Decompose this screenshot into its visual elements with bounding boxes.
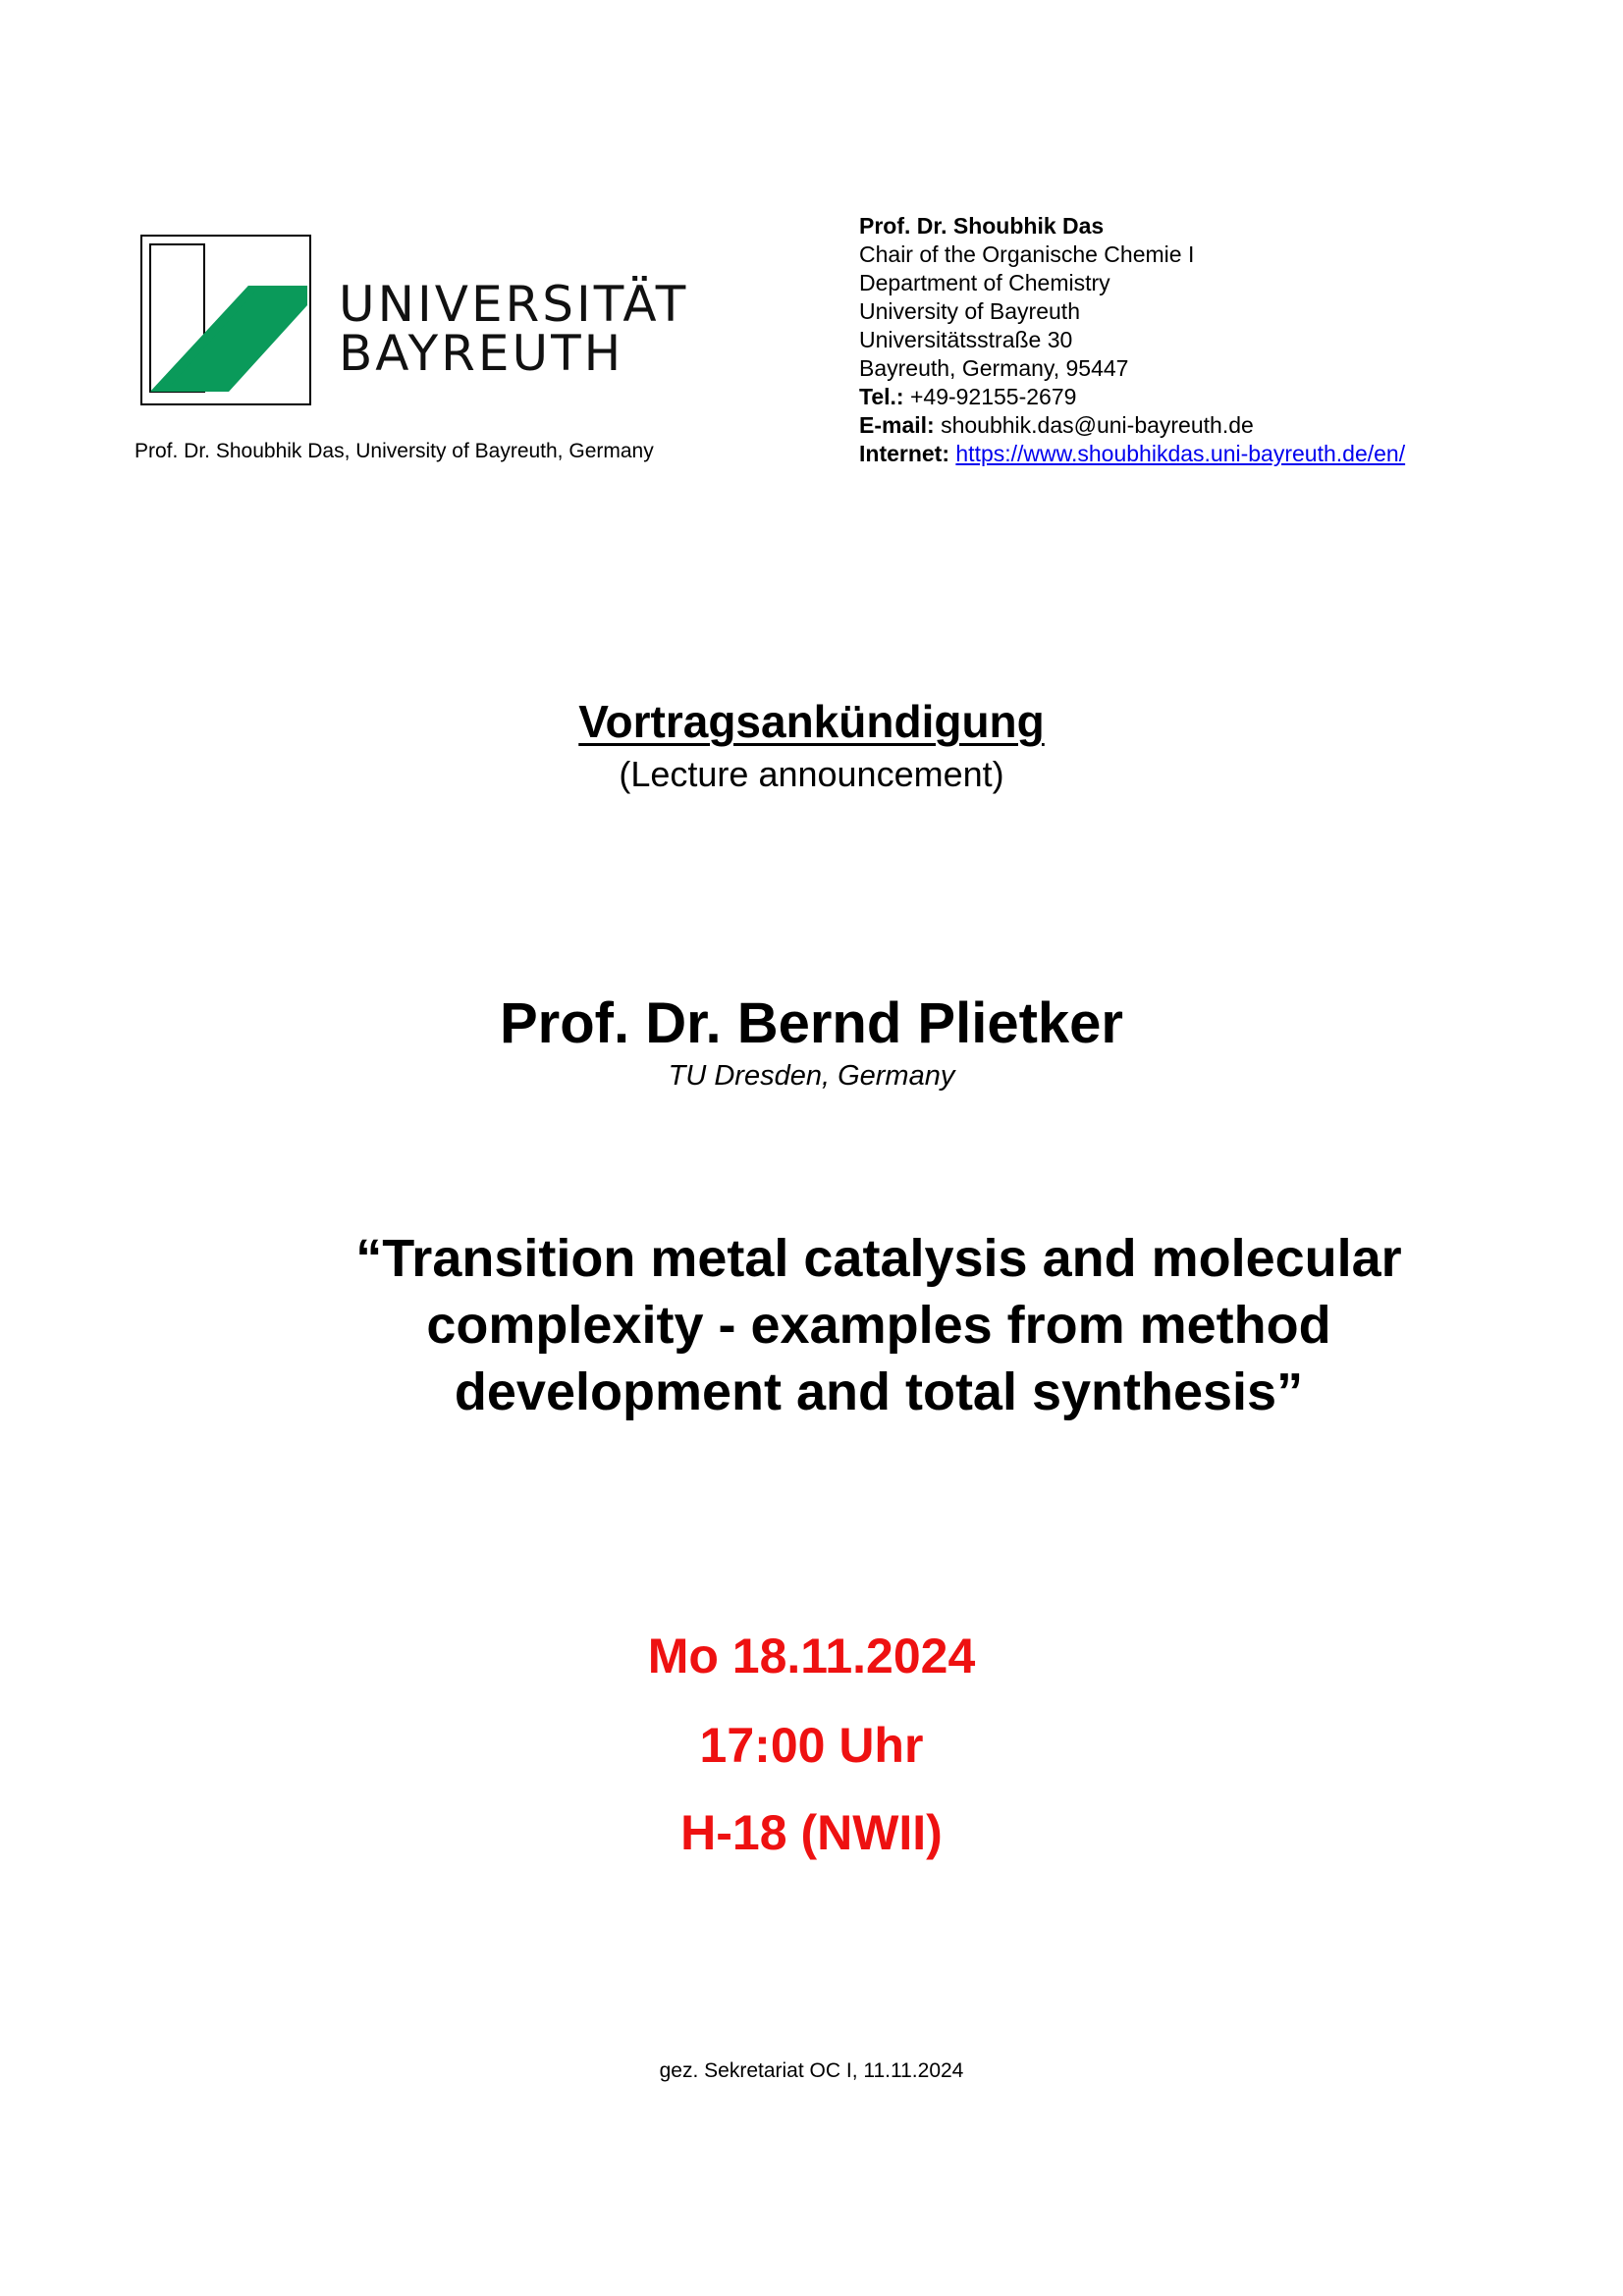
tel-label: Tel.: bbox=[859, 384, 904, 409]
announcement-subheading: (Lecture announcement) bbox=[619, 754, 1004, 794]
event-time: 17:00 Uhr bbox=[699, 1718, 924, 1773]
university-logo-emblem bbox=[140, 235, 311, 405]
email-value: shoubhik.das@uni-bayreuth.de bbox=[934, 412, 1254, 438]
talk-title bbox=[196, 1225, 1561, 1425]
talk-title-line: complexity - examples from method bbox=[426, 1296, 1331, 1355]
address-street: Universitätsstraße 30 bbox=[859, 327, 1073, 352]
logo-wordmark-line2: BAYREUTH bbox=[339, 325, 624, 382]
address-name: Prof. Dr. Shoubhik Das bbox=[859, 213, 1105, 239]
address-university: University of Bayreuth bbox=[859, 298, 1080, 324]
address-internet bbox=[859, 440, 1405, 468]
left-caption: Prof. Dr. Shoubhik Das, University of Bayreuth, Germany bbox=[135, 440, 654, 462]
logo-emblem-icon bbox=[142, 237, 309, 403]
tel-value: +49-92155-2679 bbox=[903, 384, 1077, 409]
talk-title-line: “Transition metal catalysis and molecular bbox=[355, 1229, 1402, 1288]
address-block bbox=[859, 212, 1405, 468]
logo-wordmark-line1: UNIVERSITÄT bbox=[339, 276, 689, 333]
address-tel bbox=[859, 383, 1405, 411]
address-chair: Chair of the Organische Chemie I bbox=[859, 241, 1195, 267]
signature-line: gez. Sekretariat OC I, 11.11.2024 bbox=[659, 2059, 964, 2082]
address-city: Bayreuth, Germany, 95447 bbox=[859, 355, 1129, 381]
event-room: H-18 (NWII) bbox=[680, 1805, 943, 1860]
internet-label: Internet: bbox=[859, 441, 949, 466]
email-label: E-mail: bbox=[859, 412, 935, 438]
internet-link[interactable]: https://www.shoubhikdas.uni-bayreuth.de/en/ bbox=[955, 441, 1406, 466]
speaker-name: Prof. Dr. Bernd Plietker bbox=[500, 991, 1123, 1055]
speaker-affiliation: TU Dresden, Germany bbox=[668, 1060, 955, 1092]
talk-title-line: development and total synthesis” bbox=[454, 1362, 1304, 1421]
address-email bbox=[859, 411, 1405, 440]
event-date: Mo 18.11.2024 bbox=[647, 1629, 976, 1683]
announcement-heading: Vortragsankündigung bbox=[578, 696, 1045, 747]
address-department: Department of Chemistry bbox=[859, 270, 1110, 295]
